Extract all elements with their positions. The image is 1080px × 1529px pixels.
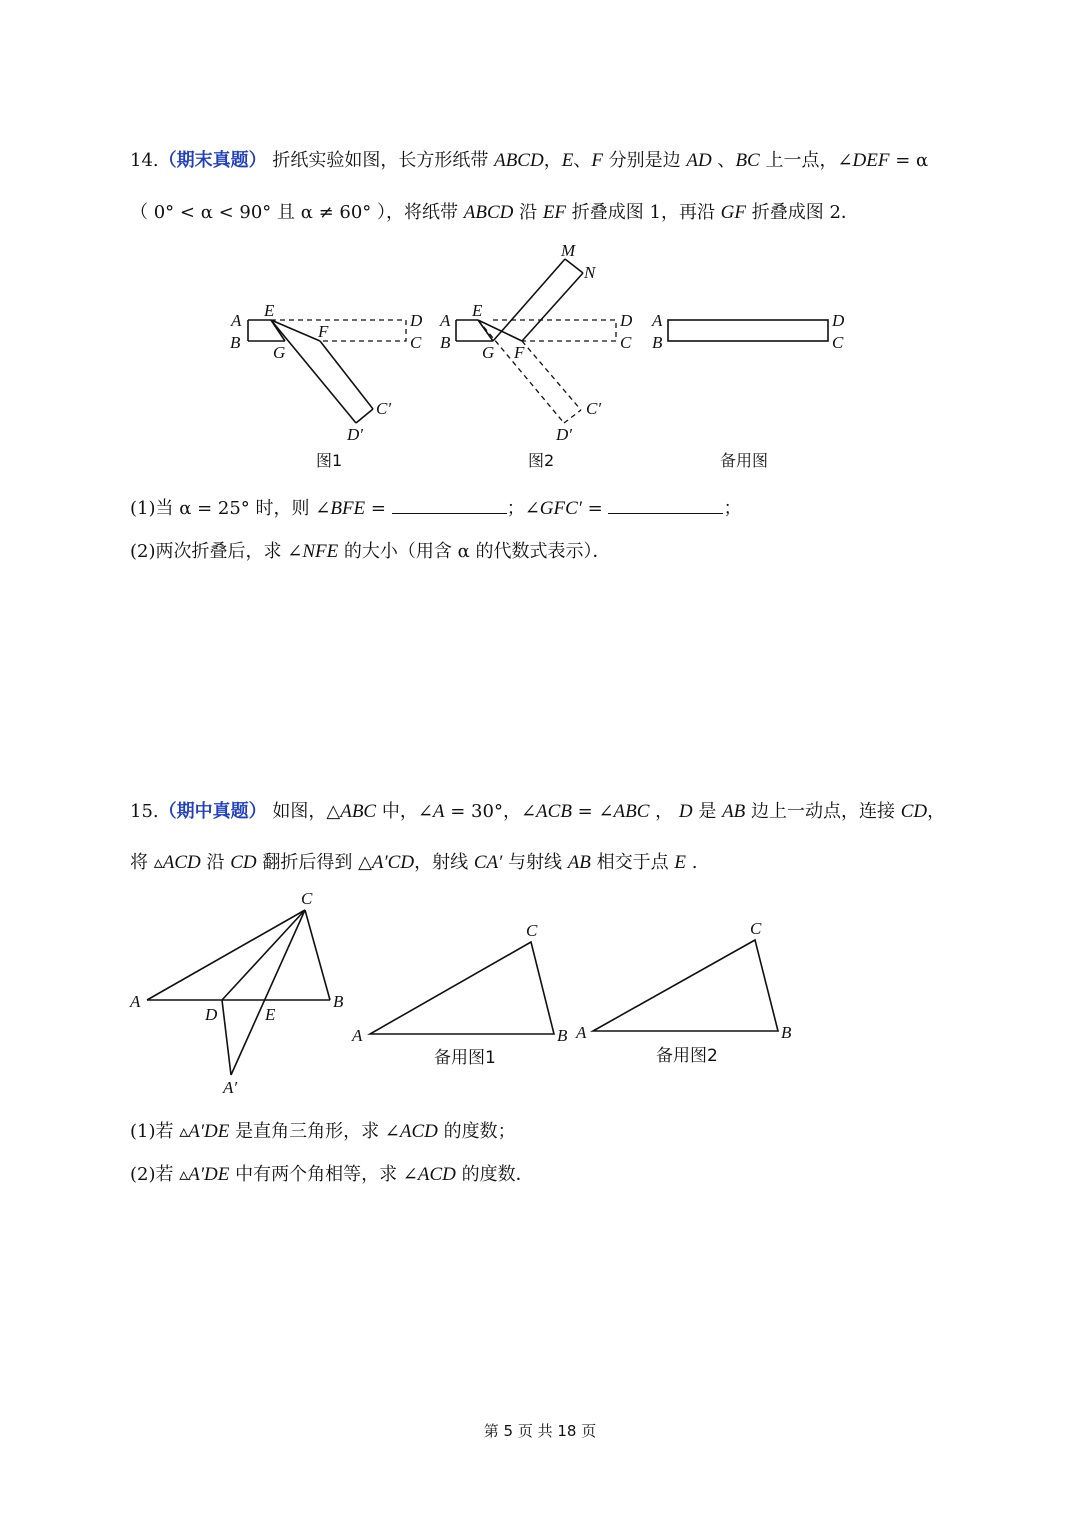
q15-fig3-label-C: C [750, 919, 762, 938]
fig1-dashed [271, 320, 406, 341]
fig1-caption: 图1 [316, 451, 343, 470]
q15-sub2-text: (2)若 ▵ [130, 1164, 189, 1185]
q15-number: 15. [130, 801, 159, 822]
q15-text: = 30°，∠ [444, 801, 537, 822]
fig2-label-N: N [584, 263, 596, 282]
q14-text: （ 0° < α < 90° 且 α ≠ 60° ），将纸带 [130, 202, 464, 223]
q14-text: 、 [573, 150, 592, 171]
q15-math: CD [900, 801, 928, 822]
q14-sub1-text: = [581, 498, 609, 519]
q14-math: GFC′ [539, 498, 582, 519]
q15-fig2-label-A: A [352, 1026, 363, 1045]
q15-sub1-text: (1)若 ▵ [130, 1121, 189, 1142]
q14-text: 、 [711, 150, 736, 171]
q14-math: BFE [330, 498, 366, 519]
fig1-label-G: G [273, 343, 286, 362]
q14-source-tag: （期末真题） [158, 150, 267, 171]
q15-fig3-label-B: B [781, 1023, 792, 1042]
q14-line2 [130, 198, 859, 224]
q14-text: 折叠成图 1，再沿 [566, 202, 721, 223]
fig2-label-B: B [440, 333, 451, 352]
fig3-label-C: C [832, 333, 844, 352]
q15-fig2-label-C: C [526, 921, 538, 940]
q15-text: = ∠ [571, 801, 614, 822]
q14-math: ABCD [494, 150, 544, 171]
fig1-label-Cp: C′ [376, 399, 392, 418]
fig2-label-D: D [620, 311, 633, 330]
q15-math: E [674, 852, 686, 873]
fig3-label-B: B [652, 333, 663, 352]
answer-blank[interactable] [608, 499, 723, 514]
q15-text: 是 [692, 801, 723, 822]
q15-sub2-text: 中有两个角相等，求 ∠ [229, 1164, 418, 1185]
q14-line1 [130, 146, 928, 172]
q15-text: 中，∠ [376, 801, 433, 822]
q14-number: 14. [130, 150, 159, 171]
q15-fig1-edge [147, 910, 305, 1000]
q15-math: A′CD [371, 852, 415, 873]
fig3-label-D: D [832, 311, 845, 330]
q14-math: BC [735, 150, 760, 171]
fig2-label-F: F [514, 343, 525, 362]
q15-fig2-triangle [370, 942, 554, 1034]
q15-sub1-text: 是直角三角形，求 ∠ [229, 1121, 400, 1142]
q14-math: DEF [852, 150, 890, 171]
q14-math: AD [686, 150, 712, 171]
fig2-label-C: C [620, 333, 632, 352]
q15-figure1 [147, 910, 330, 1075]
q15-math: A′DE [188, 1121, 230, 1142]
q14-math: GF [720, 202, 746, 223]
fig2-dashed [493, 320, 616, 341]
q15-fig1-edge [231, 910, 305, 1075]
q14-math: F [591, 150, 603, 171]
fig3-label-A: A [652, 311, 663, 330]
q14-text: 上一点，∠ [759, 150, 853, 171]
q14-sub1-text: ；∠ [506, 498, 540, 519]
q14-sub2-text: (2)两次折叠后，求 ∠ [130, 541, 303, 562]
q14-sub1-text: (1)当 α = 25° 时，则 ∠ [130, 498, 331, 519]
q14-math: E [561, 150, 574, 171]
q15-fig3-caption: 备用图2 [656, 1046, 718, 1066]
q15-math: ACD [399, 1121, 438, 1142]
fig3-strip [668, 320, 828, 341]
q15-sub1 [130, 1117, 516, 1143]
q15-text: 将 ▵ [130, 852, 163, 873]
q15-text: ，射线 [414, 852, 474, 873]
q15-fig1-label-C: C [301, 889, 313, 908]
q15-text: 翻折后得到 △ [256, 852, 372, 873]
q15-text: . [685, 852, 698, 873]
q14-sub1-text: ； [723, 498, 742, 519]
q15-math: CA′ [473, 852, 503, 873]
page-footer: 第 5 页 共 18 页 [483, 1422, 597, 1440]
q14-sub2 [130, 537, 611, 563]
q15-figures [0, 880, 1080, 1100]
q15-fig2-label-B: B [557, 1026, 568, 1045]
fig2-edge [493, 259, 565, 341]
q15-text: ， [927, 801, 946, 822]
fig2-edge [522, 273, 583, 341]
q15-text: ， [649, 801, 679, 822]
q15-fig1-label-Ap: A′ [223, 1078, 238, 1097]
q14-sub1-text: = [365, 498, 392, 519]
fig2-label-G: G [482, 343, 495, 362]
q15-math: ABC [340, 801, 377, 822]
q14-text: 折叠成图 2． [746, 202, 859, 223]
fig1-label-C: C [410, 333, 422, 352]
q15-source-tag: （期中真题） [158, 801, 267, 822]
q14-math: NFE [302, 541, 339, 562]
q15-fig1-edge [222, 1000, 231, 1075]
q15-sub2 [130, 1160, 534, 1186]
q15-math: D [678, 801, 693, 822]
q15-fig3-triangle [593, 940, 778, 1031]
q14-text: ， [543, 150, 562, 171]
q15-sub1-text: 的度数； [437, 1121, 516, 1142]
q14-text: 沿 [513, 202, 543, 223]
q15-fig1-label-B: B [333, 992, 344, 1011]
q15-line1 [130, 797, 945, 823]
fig1-label-F: F [318, 322, 329, 341]
answer-blank[interactable] [392, 499, 507, 514]
q15-fig2-caption: 备用图1 [434, 1048, 496, 1068]
q14-sub2-text: 的大小（用含 α 的代数式表示）． [338, 541, 611, 562]
q15-math: ACD [162, 852, 201, 873]
fig1-label-B: B [230, 333, 241, 352]
q15-text: 相交于点 [590, 852, 675, 873]
fig1-label-Dp: D′ [347, 425, 363, 444]
q15-text: 与射线 [502, 852, 568, 873]
q14-text: 折纸实验如图，长方形纸带 [266, 150, 495, 171]
q15-text: 边上一动点，连接 [745, 801, 901, 822]
q15-math: ABC [613, 801, 650, 822]
q15-math: A′DE [188, 1164, 230, 1185]
q15-fig1-label-E: E [265, 1005, 276, 1024]
q15-math: A [432, 801, 445, 822]
fig3-caption: 备用图 [720, 451, 769, 470]
q15-sub2-text: 的度数． [455, 1164, 534, 1185]
fig2-label-Cp: C′ [586, 399, 602, 418]
fig2-label-Dp: D′ [556, 425, 572, 444]
q15-math: AB [722, 801, 746, 822]
q14-text: 分别是边 [602, 150, 687, 171]
fig2-dashed [478, 320, 564, 423]
q15-text: 如图，△ [266, 801, 341, 822]
fig2-label-A: A [440, 311, 451, 330]
q15-fig1-edge [305, 910, 330, 1000]
fig2-caption: 图2 [528, 451, 555, 470]
q15-fig3-label-A: A [576, 1023, 587, 1042]
q14-figures [0, 235, 1080, 480]
fig1-label-A: A [231, 311, 242, 330]
fig2-edge [565, 259, 583, 273]
q15-text: 沿 [200, 852, 231, 873]
fig2-label-M: M [561, 241, 576, 260]
q15-math: AB [567, 852, 591, 873]
q14-math: ABCD [463, 202, 514, 223]
q14-text: = α [889, 150, 929, 171]
fig2-dashed [564, 410, 581, 423]
q15-fig1-label-A: A [130, 992, 141, 1011]
q14-math: EF [542, 202, 567, 223]
fig1-label-E: E [264, 301, 275, 320]
q14-sub1 [130, 494, 741, 520]
fig1-label-D: D [410, 311, 423, 330]
q15-math: CD [230, 852, 257, 873]
fig1-edge [320, 341, 373, 409]
q15-fig1-edge [222, 910, 305, 1000]
q15-line2 [130, 848, 697, 874]
fig2-dashed [522, 341, 581, 410]
q15-math: ACD [417, 1164, 456, 1185]
fig1-edge [356, 409, 373, 423]
fig2-label-E: E [472, 301, 483, 320]
q15-math: ACB [536, 801, 572, 822]
q15-fig1-label-D: D [205, 1005, 218, 1024]
